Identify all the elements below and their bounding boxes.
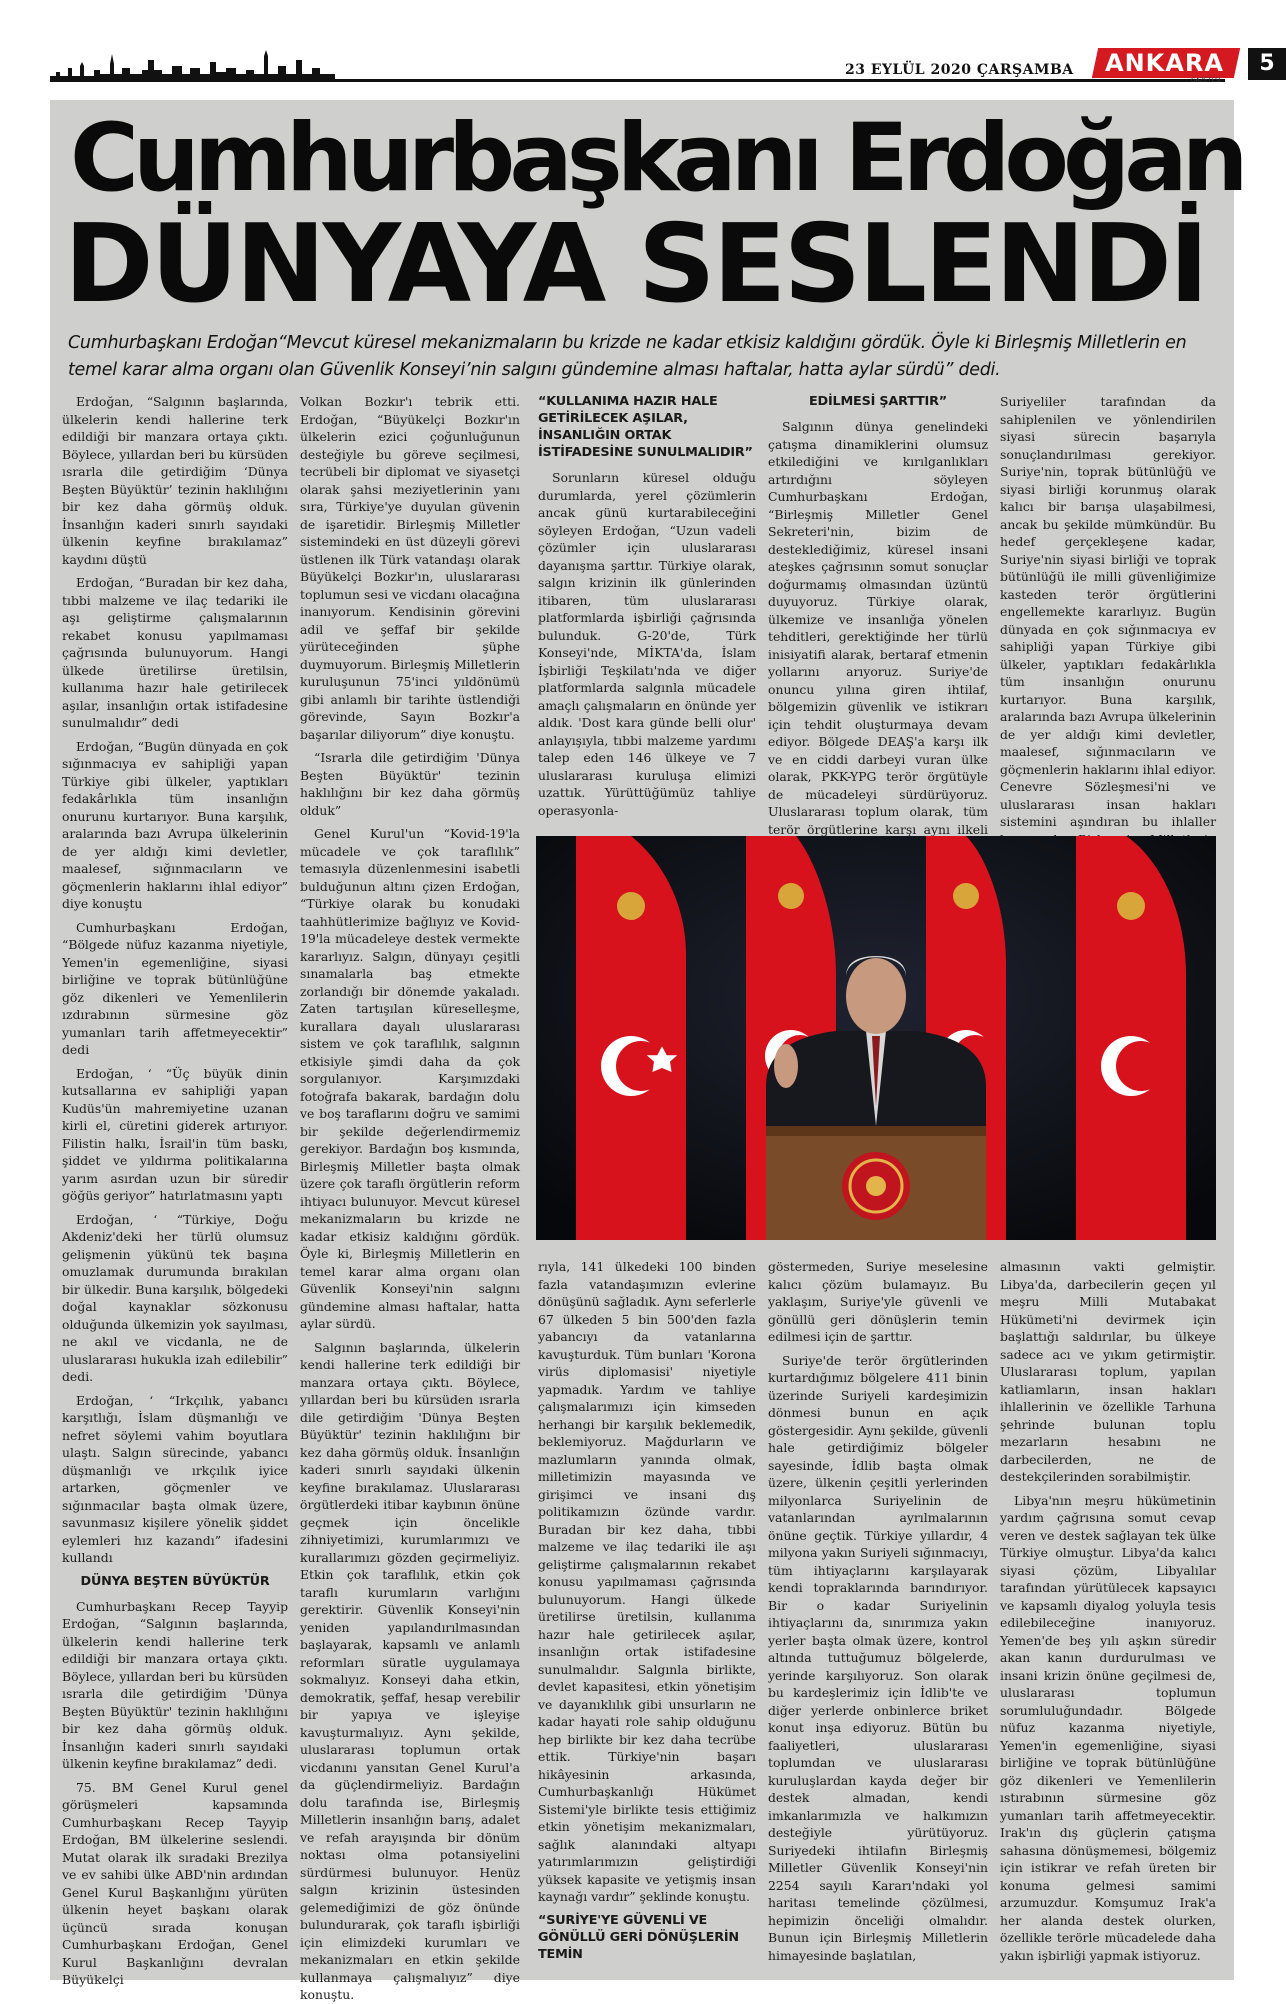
article-column-5-bottom (1000, 1258, 1216, 1963)
issue-date: 23 EYLÜL 2020 ÇARŞAMBA (845, 62, 1074, 78)
paragraph: Salgının başlarında, ülkelerin kendi hallerine terk edildiği bir manzara ortaya çıktı. Böylece, yıllardan beri bu kürsüden ısrarla dile getirdiğim 'Dünya Beşten Büyüktür' tezinin haklılığını bir kez daha görmüş olduk. İnsanlığın kaderi sınırlı sayıdaki ülkenin keyfine bırakılamaz. Uluslararası örgütlerdeki itibar kaybının önüne geçmek için öncelikle zihniyetimizi, kurumlarımızı ve kurallarımızı gözden geçirmeliyiz. Etkin çok taraflılık, etkin çok taraflı kurumların varlığını gerektirir. Güvenlik Konseyi'nin yeniden yapılandırılmasından başlayarak, kapsamlı ve anlamlı reformları süratle uygulamaya sokmalıyız. Konseyi daha etkin, demokratik, şeffaf, hesap verebilir bir yapıya ve işleyişe kavuşturmalıyız. Aynı şekilde, uluslararası toplumun ortak vicdanını yansıtan Genel Kurul'a da güçlendirmeliyiz. Bardağın dolu tarafında ise, Birleşmiş Milletlerin insanlığın barış, adalet ve refah arayışında bir dönüm noktası olma potansiyelini sürdürmesi bulunuyor. Henüz salgın krizinin üstesinden gelemediğimizi de göz önünde bulundurarak, çok taraflı işbirliği için elimizdeki kurumları ve mekanizmaları en etkin şekilde kullanmaya çalışmalıyız” diye konuştu. (300, 1339, 520, 2002)
paragraph: Libya'nın meşru hükümetinin yardım çağrısına somut cevap veren ve destek sağlayan tek ülke Türkiye olmuştur. Libya'da kalıcı siyasi çözüm, Libyalılar tarafından yürütülecek kapsayıcı ve kapsamlı diyalog yoluyla tesis edilebileceğine inanıyoruz. Yemen'de beş yılı aşkın süredir akan kanın durdurulması ve insani krizin önüne geçilmesi de, uluslararası toplumun sorumluluğundadır. Bölgede nüfuz kazanma niyetiyle, Yemen'in egemenliğine, siyasi birliğine ve toprak bütünlüğüne göz dikenleri ve Yemenlilerin ıstırabının sürmesine göz yumanları tarih affetmeyecektir. Irak'ın dış güçlerin çatışma sahasına dönüşmemesi, bölgemiz için istikrar ve refah üreten bir konuma gelmesi samimi arzumuzdur. Komşumuz Irak'a her alanda destek olurken, özellikle terörle mücadelede daha yakın işbirliği yapmak istiyoruz. (1000, 1492, 1216, 1963)
paragraph: “Israrla dile getirdiğim 'Dünya Beşten Büyüktür' tezinin haklılığını bir kez daha görmüş olduk” (300, 750, 520, 818)
paragraph: Erdoğan, “Bugün dünyada en çok sığınmacıya ev sahipliği yapan Türkiye gibi ülkeler, yaptıkları fedakârlıkla tüm insanlığın onurunu kurtarıyor. Buna karşılık, aralarında bazı Avrupa ülkelerinin de yer aldığı kimi devletler, maalesef, sığınmacıların ve göçmenlerin haklarını ihlal ediyor” diye konuştu (62, 738, 288, 911)
erdogan-speech-photo (536, 836, 1216, 1240)
paragraph: Cumhurbaşkanı Erdoğan, “Bölgede nüfuz kazanma niyetiyle, Yemen'in egemenliğine, siyasi birliğine ve toprak bütünlüğüne göz dikenleri ve Yemenlilerin ızdırabının sürmesine göz yumanları tarih affetmeyecektir” dedi (62, 919, 288, 1057)
newspaper-logo (1095, 48, 1243, 84)
paragraph: Suriye'de terör örgütlerinden kurtardığımız bölgelere 411 binin üzerinde Suriyeli kardeşimizin dönmesi bunun en açık göstergesidir. Aynı şekilde, güvenli hale getirdiğimiz bölgeler sayesinde, İdlib başta olmak üzere, ülkenin çeşitli yerlerinden milyonlarca Suriyelinin de vatanlarından ayrılmalarının önüne geçtik. Türkiye yıllardır, 4 milyona yakın Suriyeli sığınmacıyı, tüm ihtiyaçlarını karşılayarak kendi topraklarında barındırıyor. Bir o kadar Suriyelinin ihtiyaçlarını da, sınırımıza yakın yerler başta olmak üzere, kontrol altında tuttuğumuz bölgelerde, yerinde karşılıyoruz. Son olarak bu kardeşlerimiz için İdlib'te ve diğer yerlerde onbinlerce briket konut inşa ediyoruz. Bütün bu faaliyetleri, uluslararası toplumdan ve uluslararası kuruluşlardan kayda değer bir destek almadan, kendi imkanlarımızla ve halkımızın desteğiyle yürütüyoruz. Suriyedeki ihtilafın Birleşmiş Milletler Güvenlik Konseyi'nin 2254 sayılı Kararı'ndaki yol haritası temelinde çözülmesi, hepimizin önceliği olmalıdır. Bunun için Birleşmiş Milletlerin himayesinde başlatılan, (768, 1352, 988, 1963)
article-column-4-bottom (768, 1258, 988, 1963)
paragraph: Suriyeliler tarafından da sahiplenilen ve yönlendirilen siyasi sürecin başarıyla sonuçlandırılması gerekiyor. Suriye'nin, toprak bütünlüğü ve siyasi birliği korunmuş olarak kalıcı bir barışa ulaşabilmesi, ancak bu şekilde mümkündür. Bu hedef gerçekleşene kadar, Suriye'nin siyasi birliği ve toprak bütünlüğü ile milli güvenliğimize kasteden terör örgütlerini engellemekte kararlıyız. Bugün dünyada en çok sığınmacıya ev sahipliği yapan Türkiye gibi ülkeler, yaptıkları fedakârlıkla tüm insanlığın onurunu kurtarıyor. Buna karşılık, aralarında bazı Avrupa ülkelerinin de yer aldığı kimi devletler, maalesef, sığınmacıların ve göçmenlerin haklarını ihlal ediyor. Cenevre Sözleşmesi'ni ve uluslararası insan hakları sistemini aşındıran bu ihlaller (1000, 394, 1216, 829)
headline-line-1: Cumhurbaşkanı Erdoğan (70, 104, 1243, 213)
article-column-4-top (768, 393, 988, 837)
paragraph: Salgının dünya genelindeki çatışma dinamiklerini olumsuz etkilediğini ve kırılganlıkları artırdığını söyleyen Cumhurbaşkanı Erdoğan, “Birleşmiş Milletler Genel Sekreteri'nin, bizim de desteklediğimiz, küresel insani ateşkes çağrısının somut sonuçlar doğurmamış olmasından üzüntü duyuyoruz. Türkiye olarak, ülkemize ve insanlığa yönelen tehditleri, gerektiğinde her türlü inisiyatifi alarak, bertaraf etmenin yollarını arıyoruz. Suriye'de onuncu yılına giren ihtilaf, bölgemizin güvenlik ve istikrarı için tehdit oluşturmaya devam ediyor. Bölgede DEAŞ'a karşı ilk ve en ciddi darbeyi vuran ülke olarak, PKK-YPG terör örgütüyle de mücadeleyi sürdürüyoruz. Uluslararası toplum olarak, tüm terör örgütlerine karşı aynı ilkeli (768, 419, 988, 837)
paragraph: almasının vakti gelmiştir. Libya'da, darbecilerin geçen yıl meşru Milli Mutabakat Hükümeti'ni devirmek için başlattığı saldırılar, bu ülkeye sadece acı ve yıkım getirmiştir. Uluslararası toplum, yapılan katliamların, insan hakları ihlallerinin ve özellikle Tarhuna şehrinde bulunan toplu mezarların hesabını ne darbecilerden, ne de destekçilerinden sorabilmiştir. (1000, 1259, 1216, 1484)
paragraph: rıyla, 141 ülkedeki 100 binden fazla vatandaşımızın evlerine dönüşünü sağladık. Aynı seferlerle 67 ülkeden 5 bin 500'den fazla yabancıyı da vatanlarına kavuşturduk. Tüm bunları 'Korona virüs diplomasisi' niyetiyle yapmadık. Yardım ve tahliye çalışmalarımızı için kimseden herhangi bir karşılık beklemedik, beklemiyoruz. Mağdurların ve mazlumların yanında olmak, milletimizin mayasında ve girişimci ve insani dış politikamızın özünde vardır. Buradan bir kez daha, tıbbi malzeme ve ilaç tedariki ile aşı geliştirme çalışmalarının rekabet konusu yapılmaması çağrısında bulunuyorum. Hangi ülkede üretilirse üretilsin, kullanıma hazır hale getirilecek aşılar, insanlığın ortak istifadesine sunulmalıdır. Salgınla birlikte, devlet kapasitesi, etkin yönetişim ve dayanıklılık gibi unsurların ne kadar hayati role sahip olduğunu hep birlikte bir kez daha tecrübe ettik. Türkiye'nin başarı hikâyesinin arkasında, Cumhurbaşkanlığı Hükümet Sistemi'yle birlikte tesis ettiğimiz etkin yönetişim mekanizmaları, sağlık alanındaki altyapı yatırımlarımızın geliştirdiği yüksek kapasite ve yetişmiş insan kaynağı vardır” şeklinde konuştu. (538, 1259, 756, 1904)
article-column-3-bottom (538, 1258, 756, 1962)
page-number: 5 (1248, 48, 1286, 80)
paragraph: göstermeden, Suriye meselesine kalıcı çözüm bulamayız. Bu yaklaşım, Suriye'yle güvenli ve gönüllü geri dönüşlerin temin edilmesi için de şarttır. (768, 1259, 988, 1344)
logo-subtitle: GAZETESİ (1191, 77, 1221, 84)
paragraph: Genel Kurul'un “Kovid-19'la mücadele ve çok taraflılık” temasıyla düzenlenmesini isabetli bulduğunun altını çizen Erdoğan, “Türkiye olarak bu konudaki taahhütlerimize bağlıyız ve Kovid-19'la mücadeleye destek vermekte kararlıyız. Salgın, dünyayı çeşitli sınamalarla baş etmekte zorlandığı bir dönemde yakaladı. Zaten tartışılan küreselleşme, kurallara dayalı uluslararası sistem ve çok taraflılık, salgının etkisiyle şimdi daha da çok sorgulanıyor. Karşımızdaki fotoğrafa bakarak, bardağın dolu ve boş taraflarını doğru ve samimi bir şekilde değerlendirmemiz gerekiyor. Bardağın boş kısmında, Birleşmiş Milletler başta olmak üzere çok taraflı örgütlerin reform ihtiyacı bulunuyor. Mevcut küresel mekanizmaların bu krizde ne kadar etkisiz kaldığını gördük. Öyle ki, Birleşmiş Milletlerin en temel karar alma organı olan Güvenlik Konseyi'nin salgını gündemine alması haftalar, hatta aylar sürdü. (300, 826, 520, 1331)
article-column-1 (62, 393, 288, 1987)
paragraph: Volkan Bozkır'ı tebrik etti. Erdoğan, “Büyükelçi Bozkır'ın ülkelerin ezici çoğunluğunun desteğiyle bu göreve seçilmesi, tecrübeli bir diplomat ve siyasetçi olarak şahsi meziyetlerinin yanı sıra, Türkiye'ye duyulan güvenin de işaretidir. Birleşmiş Milletler sistemindeki en üst düzeyli görevi üstlenen ilk Türk vatandaşı olarak Büyükelçi Bozkır'ın, uluslararası toplumun sesi ve vicdanı olacağına inanıyorum. Kendisinin görevini adil ve şeffaf bir şekilde yürüteceğinden şüphe duymuyorum. Birleşmiş Milletlerin kuruluşunun 75'inci yıldönümü gibi anlamlı bir tarihte üstlendiği görevinde, Sayın Bozkır'a başarılar diliyorum” diye konuştu. (300, 394, 520, 742)
subheading-asi-ortak-istifade: “KULLANIMA HAZIR HALE GETİRİLECEK AŞILAR, İNSANLIĞIN ORTAK İSTİFADESİNE SUNULMALIDIR” (538, 394, 753, 460)
subheading-edilmesi-sarttir: EDİLMESİ ŞARTTIR” (809, 394, 947, 409)
podium (766, 1126, 986, 1240)
logo-text: ANKARA (1105, 49, 1224, 77)
subheading-suriye-guvenli-donus: “SURİYE'YE GÜVENLİ VE GÖNÜLLÜ GERİ DÖNÜŞLERİN TEMİN (538, 1912, 739, 1962)
paragraph: Sorunların küresel olduğu durumlarda, yerel çözümlerin ancak günü kurtarabileceğini söyleyen Erdoğan, “Uzun vadeli çözümler için uluslararası dayanışma şarttır. Türkiye olarak, salgın krizinin ilk günlerinden itibaren, tüm uluslararası platformlarda işbirliği çağrısında bulunduk. G-20'de, Türk Konseyi'nde, MİKTA'da, İslam İşbirliği Teşkilatı'nda ve diğer platformlarda salgınla mücadele amaçlı çalışmaların en önünde yer aldık. 'Dost kara günde belli olur' anlayışıyla, tıbbi malzeme yardımı talep eden 146 ülkeye ve 7 uluslararası kuruluşa elimizi uzattık. Yürüttüğümüz tahliye operasyonla- (538, 470, 756, 818)
paragraph: Erdoğan, “Buradan bir kez daha, tıbbi malzeme ve ilaç tedariki ile aşı geliştirme çalışmalarının rekabet konusu yapılmaması çağrısında bulunuyorum. Hangi ülkede üretilirse üretilsin, kullanıma hazır hale getirilecek aşılar, insanlığın ortak istifadesine sunulmalıdır” dedi (62, 575, 288, 730)
article-column-2 (300, 393, 520, 2002)
article-column-3-top (538, 393, 756, 827)
paragraph: Erdoğan, ‘ “Irkçılık, yabancı karşıtlığı, İslam düşmanlığı ve nefret söylemi vahim boyutlara ulaştı. Salgın sürecinde, yabancı düşmanlığı ve ırkçılık iyice artarken, göçmenler ve sığınmacılar başta olmak üzere, savunmasız kişilere yönelik şiddet eylemleri hız kazandı” ifadesini kullandı (62, 1392, 288, 1565)
paragraph: Erdoğan, ‘ “Üç büyük dinin kutsallarına ev sahipliği yapan Kudüs'ün mahremiyetine uzanan kirli el, cüretini giderek artırıyor. Filistin halkı, İsrail'in tüm baskı, şiddet ve yıldırma politikalarına yarım asırdan uzun bir süredir göğüs geriyor” hatırlatmasını yaptı (62, 1065, 288, 1203)
subheading-dunya-besten-buyuktur: DÜNYA BEŞTEN BÜYÜKTÜR (80, 1573, 270, 1589)
header-rule (50, 79, 1225, 82)
headline-deck: Cumhurbaşkanı Erdoğan“Mevcut küresel mekanizmaların bu krizde ne kadar etkisiz kaldığını gördük. Öyle ki Birleşmiş Milletlerin en temel karar alma organı olan Güvenlik Konseyi’nin salgını gündemine alması haftalar, hatta aylar sürdü” dedi. (68, 333, 1187, 380)
paragraph: 75. BM Genel Kurul genel görüşmeleri kapsamında Cumhurbaşkanı Recep Tayyip Erdoğan, BM ülkelerine seslendi. Mutat olarak ilk sıradaki Brezilya ve ev sahibi ülke ABD'nin ardından Genel Kurul Başkanlığını yürüten ülkenin heyet başkanı olarak üçüncü sırada konuşan Cumhurbaşkanı Erdoğan, Genel Kurul Başkanlığını devralan Büyükelçi (62, 1779, 288, 1987)
headline-line-2: DÜNYAYA SESLENDİ (64, 202, 1207, 327)
paragraph: Erdoğan, “Salgının başlarında, ülkelerin kendi hallerine terk edildiği bir manzara ortaya çıktı. Böylece, yıllardan beri bu kürsüden ısrarla dile getirdiğim ‘Dünya Beşten Büyüktür’ tezinin haklılığını bir kez daha görmüş olduk. İnsanlığın kaderi sınırlı sayıdaki ülkenin keyfine bırakılamaz” kaydını düştü (62, 394, 288, 567)
page-header (50, 48, 1275, 84)
paragraph: Cumhurbaşkanı Recep Tayyip Erdoğan, “Salgının başlarında, ülkelerin kendi hallerine terk edildiği bir manzara ortaya çıktı. Böylece, yıllardan beri bu kürsüden ısrarla dile getirdiğim 'Dünya Beşten Büyüktür' tezinin haklılığını bir kez daha görmüş olduk. İnsanlığın kaderi sınırlı sayıdaki ülkenin keyfine bırakılamaz” dedi. (62, 1598, 288, 1771)
ankara-skyline-graphic (50, 48, 335, 82)
paragraph: Erdoğan, ‘ “Türkiye, Doğu Akdeniz'deki her türlü olumsuz gelişmenin yükünü tek başına omuzlamak durumunda bırakılan bir ülkedir. Buna karşılık, bölgedeki doğal kaynaklar sözkonusu olduğunda ülkemizin yok sayılması, ne akıl ve vicdanla, ne de uluslararası hukukla izah edilebilir” dedi. (62, 1211, 288, 1384)
article-column-5-top (1000, 393, 1216, 827)
photo-illustration (536, 836, 1216, 1240)
